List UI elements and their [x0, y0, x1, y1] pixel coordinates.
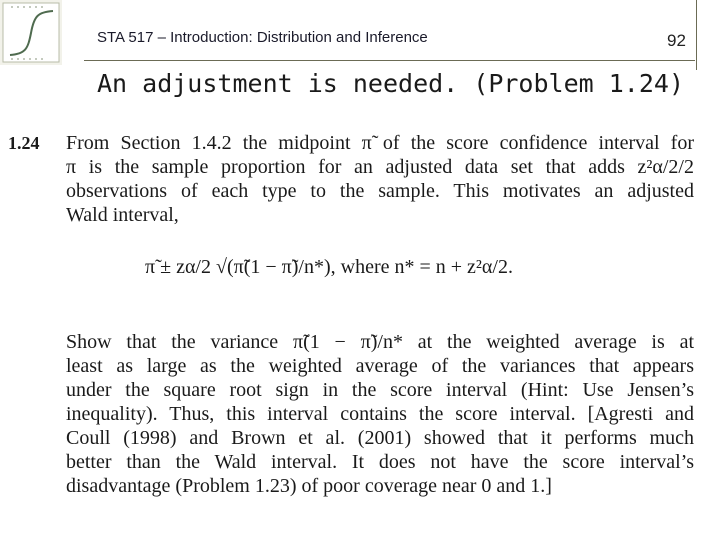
title-overlap-mask [90, 116, 690, 130]
adjusted-wald-formula: π̃ ± zα/2 √(π̃(1 − π̃)/n*), where n* = n + z²α/2. [145, 256, 513, 278]
course-logo-icon [0, 0, 62, 65]
paragraph-line: Coull (1998) and Brown et al. (2001) showed that it performs much [66, 427, 694, 449]
paragraph-line: least as large as the weighted average of the variances that appears [66, 355, 694, 377]
header-divider [84, 60, 695, 61]
problem-paragraph-1 [66, 131, 694, 227]
problem-paragraph-2 [66, 330, 694, 498]
paragraph-line: From Section 1.4.2 the midpoint π̃ of the score confidence interval for [66, 132, 694, 154]
course-header: STA 517 – Introduction: Distribution and Inference [97, 29, 428, 46]
paragraph-line: Wald interval, [66, 204, 179, 226]
paragraph-line: under the square root sign in the score interval (Hint: Use Jensen’s [66, 379, 694, 401]
paragraph-line: observations of each type to the sample. This motivates an adjusted [66, 180, 694, 202]
paragraph-line: Show that the variance π̃(1 − π̃)/n* at the weighted average is at [66, 331, 694, 353]
paragraph-line: disadvantage (Problem 1.23) of poor coverage near 0 and 1.] [66, 475, 552, 497]
paragraph-line: inequality). Thus, this interval contains the score interval. [Agresti and [66, 403, 694, 425]
problem-number: 1.24 [8, 133, 40, 153]
paragraph-line: better than the Wald interval. It does not have the score interval’s [66, 451, 694, 473]
header-vertical-divider [696, 0, 697, 70]
paragraph-line: π is the sample proportion for an adjusted data set that adds z²α/2/2 [66, 156, 694, 178]
page-number: 92 [667, 31, 686, 50]
slide-title: An adjustment is needed. (Problem 1.24) [97, 69, 684, 98]
